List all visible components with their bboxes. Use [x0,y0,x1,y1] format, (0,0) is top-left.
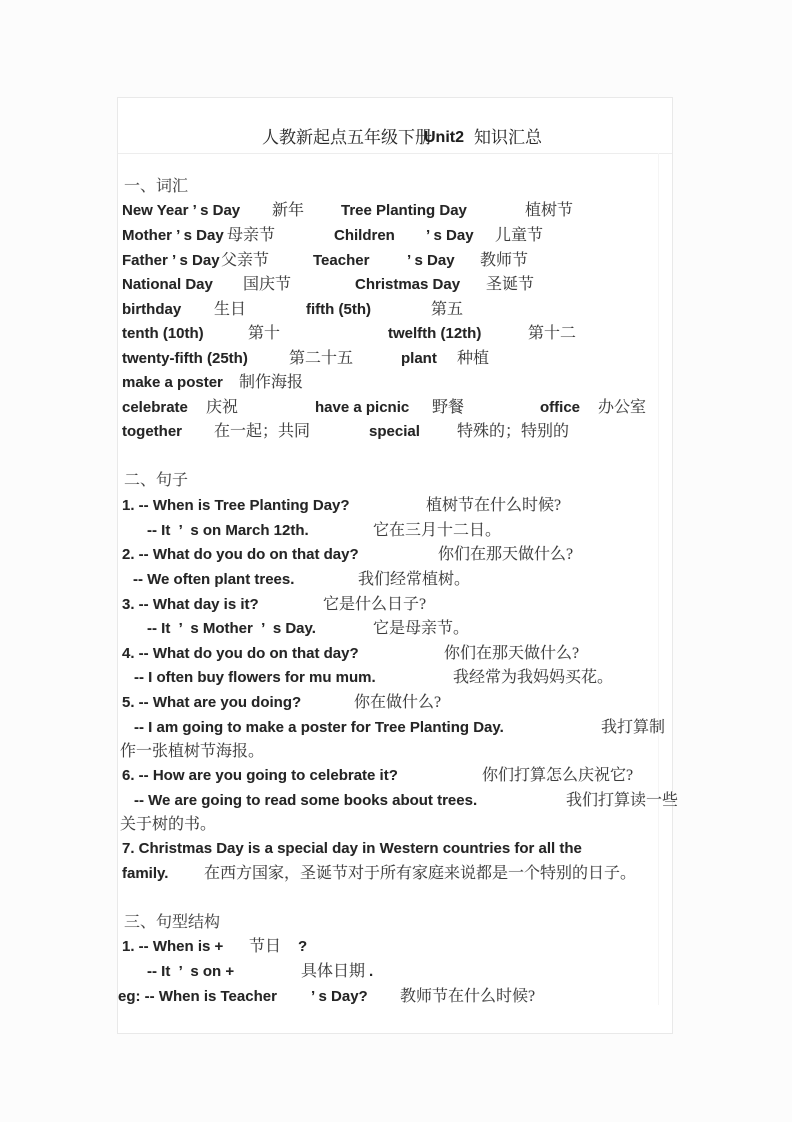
english-text: together [122,423,182,440]
chinese-text: 它在三月十二日。 [373,522,502,539]
english-text: celebrate [122,399,188,416]
sentence-line [118,692,672,714]
english-text: Christmas Day [355,276,461,293]
english-text: Mother ’ s Day [122,227,224,244]
english-text: tenth (10th) [122,325,204,342]
chinese-text: 我经常为我妈妈买花。 [453,669,614,686]
english-text: Tree Planting Day [341,202,467,219]
sentence-line [118,569,672,591]
sentence-line [118,741,672,763]
english-text: -- It ’ s on + [147,963,235,980]
vocab-row [118,274,672,296]
english-text: Unit2 [424,129,464,146]
chinese-text: 办公室 [598,399,647,416]
english-text: office [540,399,581,416]
chinese-text: 在一起；共同 [214,423,311,440]
document-page [117,97,679,1034]
chinese-text: 第二十五 [289,350,354,367]
chinese-text: 种植 [457,350,490,367]
chinese-text: 野餐 [432,399,465,416]
chinese-text: 在西方国家，圣诞节对于所有家庭来说都是一个特别的日子。 [204,865,637,882]
english-text: -- It ’ s Mother ’ s Day. [147,620,316,637]
chinese-text: 三、句型结构 [124,914,221,931]
chinese-text: 第五 [431,301,464,318]
english-text: birthday [122,301,182,318]
chinese-text: 关于树的书。 [120,816,217,833]
sentence-line [118,765,672,787]
chinese-text: 第十 [248,325,281,342]
chinese-text: 我打算制 [601,719,666,736]
chinese-text: 它是什么日子? [323,596,427,613]
chinese-text: 具体日期 [301,963,366,980]
doc-title-line [118,127,672,149]
english-text: ’ s Day [407,252,455,269]
english-text: twenty-fifth (25th) [122,350,248,367]
chinese-text: 二、句子 [124,472,189,489]
english-text: eg: -- When is Teacher [118,988,277,1005]
chinese-text: 你们打算怎么庆祝它? [482,767,634,784]
english-text: ’ s Day [426,227,474,244]
vocab-row [118,348,672,370]
english-text: fifth (5th) [306,301,371,318]
chinese-text: 作一张植树节海报。 [120,743,265,760]
vocab-row [118,250,672,272]
english-text: 1. -- When is Tree Planting Day? [122,497,350,514]
english-text: National Day [122,276,213,293]
vocab-row [118,323,672,345]
chinese-text: 你在做什么? [354,694,442,711]
english-text: 5. -- What are you doing? [122,694,302,711]
english-text: -- We are going to read some books about trees. [134,792,478,809]
chinese-text: 生日 [214,301,247,318]
english-text: 7. Christmas Day is a special day in Western countries for all the [122,840,582,857]
chinese-text: 节日 [249,938,282,955]
english-text: 3. -- What day is it? [122,596,259,613]
vocab-row [118,225,672,247]
english-text: Children [334,227,395,244]
chinese-text: 植树节 [525,202,574,219]
english-text: 人教新起点五年级下册 [262,128,432,147]
english-text: 4. -- What do you do on that day? [122,645,359,662]
english-text: New Year ’ s Day [122,202,241,219]
sentence-line [118,618,672,640]
chinese-text: 第十二 [528,325,577,342]
english-text: ? [298,938,308,955]
chinese-text: 教师节 [480,252,529,269]
vocab-row [118,200,672,222]
section-heading-vocabulary [118,176,672,198]
chinese-text: 我们经常植树。 [358,571,471,588]
english-text: Teacher [313,252,370,269]
chinese-text: 制作海报 [239,374,304,391]
english-text: plant [401,350,437,367]
chinese-text: 一、词汇 [124,178,189,195]
english-text: 6. -- How are you going to celebrate it? [122,767,398,784]
english-text: -- I often buy flowers for mu mum. [134,669,376,686]
english-text: 知识汇总 [474,128,542,147]
english-text: have a picnic [315,399,410,416]
chinese-text: 父亲节 [221,252,270,269]
english-text: 2. -- What do you do on that day? [122,546,359,563]
chinese-text: 新年 [272,202,305,219]
chinese-text: 植树节在什么时候? [426,497,562,514]
english-text: 1. -- When is + [122,938,224,955]
sentence-line [118,544,672,566]
chinese-text: 儿童节 [495,227,544,244]
vocab-row [118,397,672,419]
pattern-line [118,961,672,983]
section-heading-sentences [118,470,672,492]
sentence-line [118,594,672,616]
vocab-row [118,421,672,443]
english-text: ’ s Day? [311,988,368,1005]
section-heading-patterns [118,912,672,934]
sentence-line [118,495,672,517]
sentence-line [118,520,672,542]
english-text: family. [122,865,169,882]
chinese-text: 你们在那天做什么? [444,645,580,662]
sentence-line [118,643,672,665]
sentence-line [118,667,672,689]
chinese-text: 你们在那天做什么? [438,546,574,563]
sentence-line [118,838,672,860]
english-text: -- We often plant trees. [133,571,295,588]
english-text: -- It ’ s on March 12th. [147,522,309,539]
vocab-row [118,299,672,321]
english-text: . [369,963,374,980]
chinese-text: 国庆节 [243,276,292,293]
chinese-text: 教师节在什么时候? [400,988,536,1005]
pattern-line [118,986,672,1008]
english-text: -- I am going to make a poster for Tree Planting Day. [134,719,504,736]
sentence-line [118,790,679,812]
pattern-line [118,936,672,958]
chinese-text: 它是母亲节。 [373,620,470,637]
sentence-line [118,863,672,885]
chinese-text: 我们打算读一些 [566,792,679,809]
chinese-text: 圣诞节 [486,276,535,293]
chinese-text: 母亲节 [227,227,276,244]
english-text: make a poster [122,374,223,391]
vocab-row [118,372,672,394]
chinese-text: 庆祝 [206,399,239,416]
sentence-line [118,717,672,739]
sentence-line [118,814,672,836]
chinese-text: 特殊的；特别的 [457,423,570,440]
title-block-divider [118,153,672,154]
english-text: special [369,423,420,440]
english-text: Father ’ s Day [122,252,220,269]
english-text: twelfth (12th) [388,325,482,342]
